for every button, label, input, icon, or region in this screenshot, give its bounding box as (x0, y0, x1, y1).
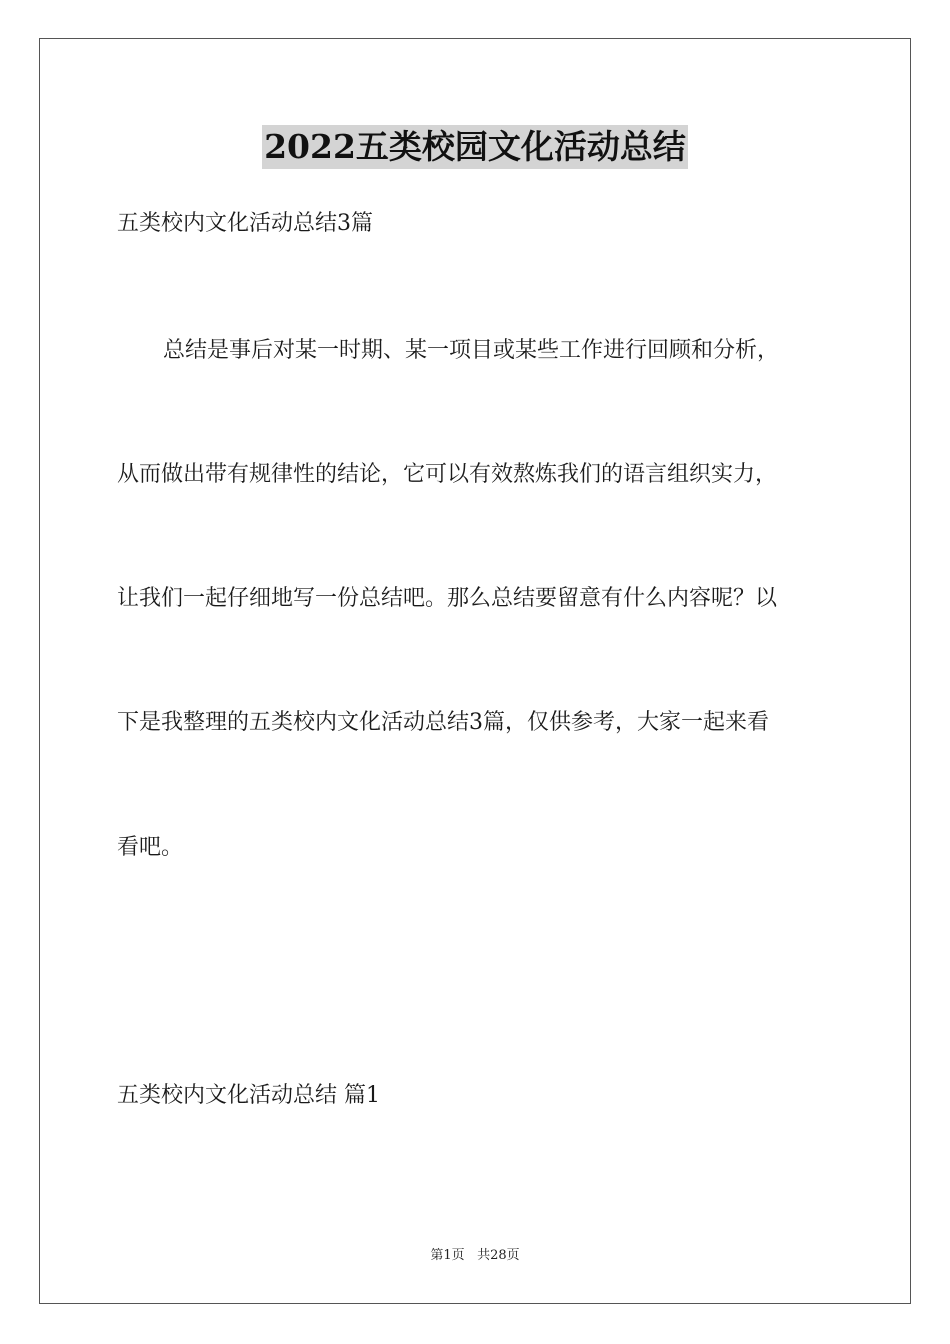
intro-line-2: 从而做出带有规律性的结论，它可以有效熬炼我们的语言组织实力， (117, 462, 778, 487)
intro-line-1: 总结是事后对某一时期、某一项目或某些工作进行回顾和分析， (163, 338, 780, 363)
footer-total-pages: 共28页 (477, 1248, 520, 1263)
intro-line-3: 让我们一起仔细地写一份总结吧。那么总结要留意有什么内容呢？以 (117, 586, 778, 611)
intro-line-5: 看吧。 (117, 835, 184, 860)
footer-page-number: 第1页 (430, 1248, 465, 1263)
title-container (0, 125, 950, 169)
document-title: 2022五类校园文化活动总结 (262, 125, 688, 169)
document-subtitle: 五类校内文化活动总结3篇 (117, 211, 373, 236)
page-footer (0, 1247, 950, 1265)
intro-line-4: 下是我整理的五类校内文化活动总结3篇，仅供参考，大家一起来看 (117, 710, 769, 735)
section-heading: 五类校内文化活动总结 篇1 (117, 1083, 380, 1108)
